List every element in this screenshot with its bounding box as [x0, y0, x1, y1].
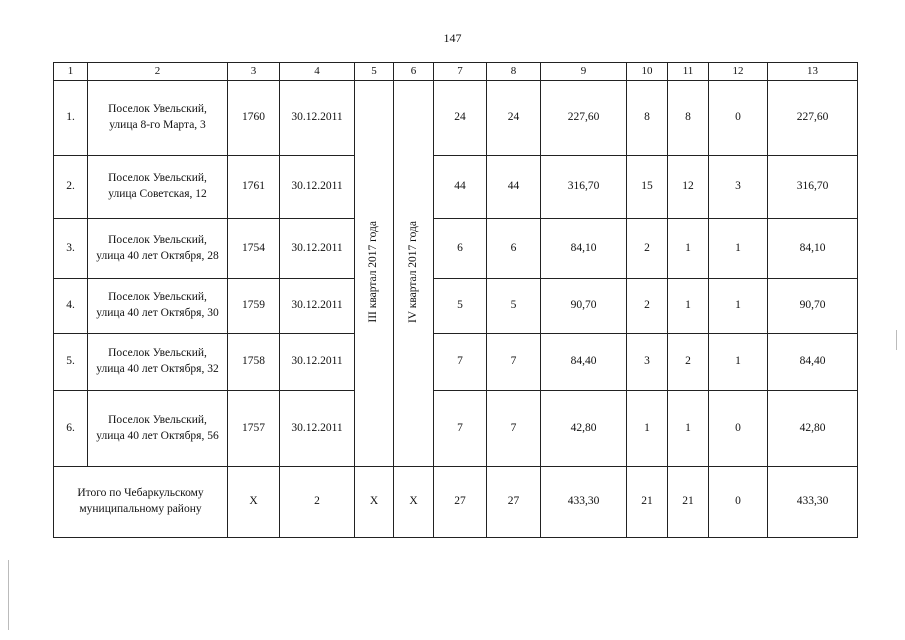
col-header-4: 4: [280, 63, 355, 81]
col-header-11: 11: [668, 63, 709, 81]
cell-col4: 30.12.2011: [280, 391, 355, 467]
cell-col8: 5: [487, 279, 541, 334]
cell-col3: 1761: [228, 156, 280, 219]
cell-col7: 24: [434, 81, 487, 156]
row-number: 4.: [54, 279, 88, 334]
cell-col4: 30.12.2011: [280, 219, 355, 279]
table-row: [54, 81, 858, 156]
address-line-1: Поселок Увельский,: [108, 172, 207, 185]
cell-col4: 30.12.2011: [280, 334, 355, 391]
address-line-1: Поселок Увельский,: [108, 233, 207, 246]
cell-col9: 42,80: [541, 391, 627, 467]
cell-col13: 42,80: [768, 391, 858, 467]
cell-col13: 90,70: [768, 279, 858, 334]
address-cell: [88, 279, 228, 334]
cell-col13: 84,40: [768, 334, 858, 391]
col-header-3: 3: [228, 63, 280, 81]
total-col7: 27: [434, 467, 487, 538]
address-line-2: улица 8-го Марта, 3: [109, 119, 206, 131]
total-row: [54, 467, 858, 538]
address-cell: [88, 156, 228, 219]
col-header-12: 12: [709, 63, 768, 81]
cell-col12: 0: [709, 81, 768, 156]
address-line-1: Поселок Увельский,: [108, 103, 207, 116]
col-header-6: 6: [394, 63, 434, 81]
cell-col10: 3: [627, 334, 668, 391]
cell-col10: 15: [627, 156, 668, 219]
total-col11: 21: [668, 467, 709, 538]
address-line-2: улица Советская, 12: [108, 188, 207, 200]
row-number: 6.: [54, 391, 88, 467]
page-number: 147: [443, 31, 462, 45]
total-col9: 433,30: [541, 467, 627, 538]
table-row: [54, 391, 858, 467]
cell-col10: 2: [627, 279, 668, 334]
address-cell: [88, 219, 228, 279]
col-header-5: 5: [355, 63, 394, 81]
cell-col3: 1757: [228, 391, 280, 467]
address-cell: [88, 81, 228, 156]
col-header-10: 10: [627, 63, 668, 81]
column-number-row: [54, 63, 858, 81]
address-line-1: Поселок Увельский,: [108, 413, 207, 426]
cell-col13: 227,60: [768, 81, 858, 156]
row-number: 2.: [54, 156, 88, 219]
cell-col9: 316,70: [541, 156, 627, 219]
cell-col12: 1: [709, 219, 768, 279]
address-line-1: Поселок Увельский,: [108, 291, 207, 304]
cell-col8: 7: [487, 334, 541, 391]
row-number: 1.: [54, 81, 88, 156]
col6-period-cell: [394, 81, 434, 467]
total-col4: 2: [280, 467, 355, 538]
cell-col10: 2: [627, 219, 668, 279]
table-row: [54, 156, 858, 219]
cell-col7: 7: [434, 334, 487, 391]
cell-col8: 24: [487, 81, 541, 156]
cell-col12: 1: [709, 334, 768, 391]
cell-col8: 44: [487, 156, 541, 219]
cell-col11: 2: [668, 334, 709, 391]
cell-col8: 7: [487, 391, 541, 467]
total-col3: X: [228, 467, 280, 538]
cell-col3: 1754: [228, 219, 280, 279]
total-label-cell: [54, 467, 228, 538]
address-cell: [88, 391, 228, 467]
cell-col13: 84,10: [768, 219, 858, 279]
total-col5: X: [355, 467, 394, 538]
col-header-9: 9: [541, 63, 627, 81]
col-header-8: 8: [487, 63, 541, 81]
total-col10: 21: [627, 467, 668, 538]
cell-col7: 6: [434, 219, 487, 279]
address-cell: [88, 334, 228, 391]
total-col12: 0: [709, 467, 768, 538]
cell-col9: 84,10: [541, 219, 627, 279]
table-row: [54, 334, 858, 391]
cell-col8: 6: [487, 219, 541, 279]
cell-col3: 1759: [228, 279, 280, 334]
cell-col12: 1: [709, 279, 768, 334]
table-row: [54, 279, 858, 334]
row-number: 5.: [54, 334, 88, 391]
total-col13: 433,30: [768, 467, 858, 538]
cell-col11: 8: [668, 81, 709, 156]
col6-period-text: IV квартал 2017 года: [406, 220, 419, 323]
cell-col12: 3: [709, 156, 768, 219]
cell-col10: 1: [627, 391, 668, 467]
cell-col11: 1: [668, 391, 709, 467]
cell-col7: 7: [434, 391, 487, 467]
cell-col7: 44: [434, 156, 487, 219]
address-line-2: улица 40 лет Октября, 56: [96, 429, 219, 442]
cell-col12: 0: [709, 391, 768, 467]
cell-col11: 1: [668, 219, 709, 279]
address-line-2: улица 40 лет Октября, 30: [96, 307, 219, 319]
cell-col11: 1: [668, 279, 709, 334]
col5-period-text: III квартал 2017 года: [367, 220, 380, 323]
cell-col3: 1760: [228, 81, 280, 156]
total-col6: X: [394, 467, 434, 538]
total-label-line-2: муниципальному району: [79, 503, 202, 515]
cell-col4: 30.12.2011: [280, 279, 355, 334]
cell-col10: 8: [627, 81, 668, 156]
cell-col13: 316,70: [768, 156, 858, 219]
cell-col9: 227,60: [541, 81, 627, 156]
col-header-1: 1: [54, 63, 88, 81]
cell-col9: 90,70: [541, 279, 627, 334]
col5-period-cell: [355, 81, 394, 467]
scan-artifact: [8, 560, 9, 630]
col-header-13: 13: [768, 63, 858, 81]
col-header-2: 2: [88, 63, 228, 81]
scan-artifact: [896, 330, 897, 350]
col-header-7: 7: [434, 63, 487, 81]
cell-col4: 30.12.2011: [280, 81, 355, 156]
cell-col7: 5: [434, 279, 487, 334]
cell-col11: 12: [668, 156, 709, 219]
table-row: [54, 219, 858, 279]
cell-col9: 84,40: [541, 334, 627, 391]
total-label-line-1: Итого по Чебаркульскому: [77, 487, 204, 500]
address-line-2: улица 40 лет Октября, 28: [96, 249, 219, 262]
cell-col3: 1758: [228, 334, 280, 391]
address-line-2: улица 40 лет Октября, 32: [96, 363, 219, 375]
row-number: 3.: [54, 219, 88, 279]
total-col8: 27: [487, 467, 541, 538]
cell-col4: 30.12.2011: [280, 156, 355, 219]
housing-table: [53, 62, 858, 538]
address-line-1: Поселок Увельский,: [108, 347, 207, 360]
